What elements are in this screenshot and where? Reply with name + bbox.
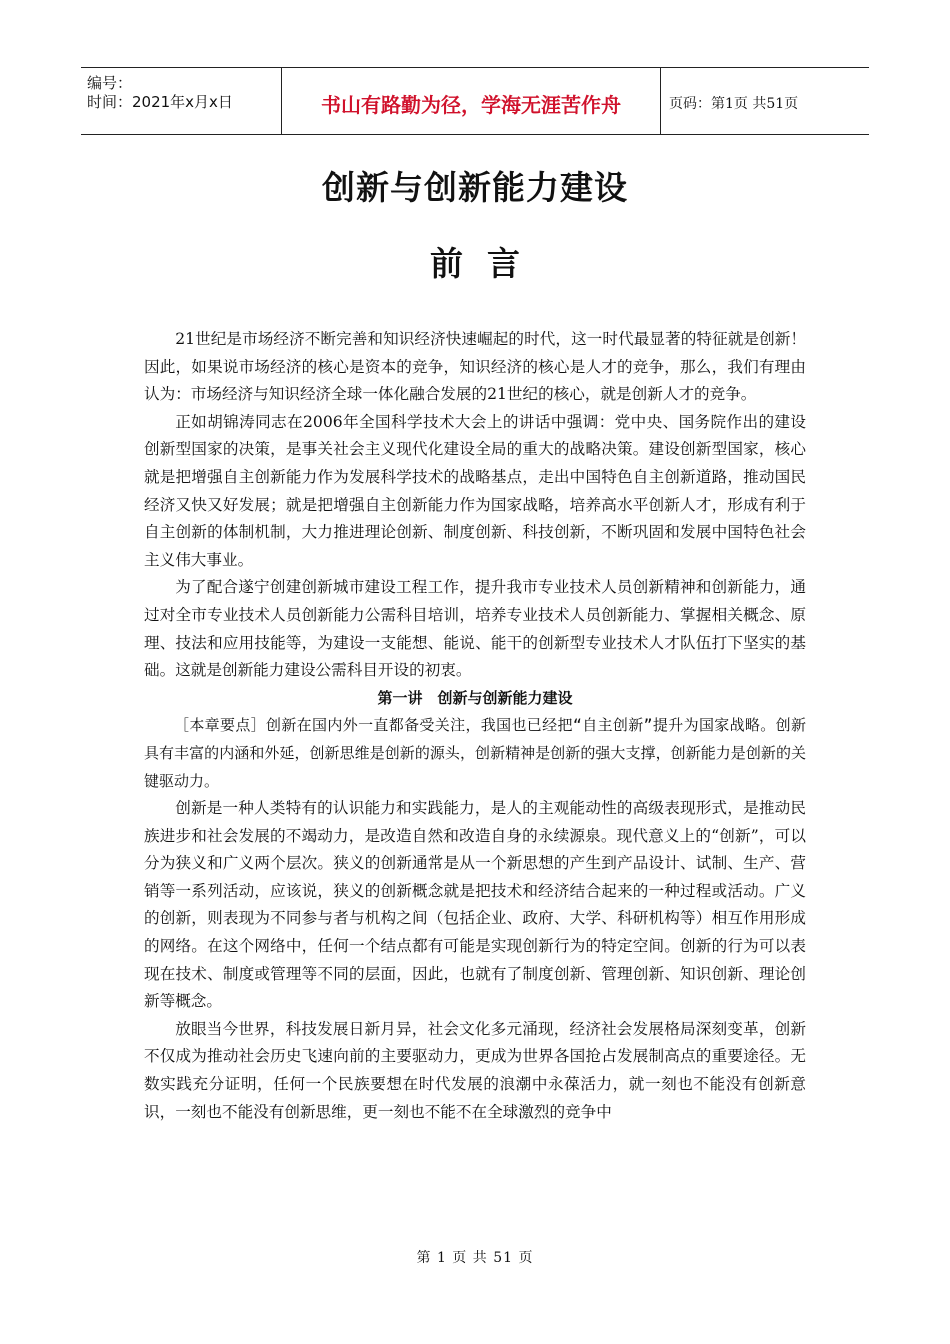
preface-paragraph: 正如胡锦涛同志在2006年全国科学技术大会上的讲话中强调：党中央、国务院作出的建设创新型国家的决策，是事关社会主义现代化建设全局的重大的战略决策。建设创新型国家，核心就是把增强自主创新能力作为发展科学技术的战略基点，走出中国特色自主创新道路，推动国民经济又快又好发展；就是把增强自主创新能力作为国家战略，培养高水平创新人才，形成有利于自主创新的体制机制，大力推进理论创新、制度创新、科技创新，不断巩固和发展中国特色社会主义伟大事业。 bbox=[144, 412, 806, 569]
chapter-paragraph: 放眼当今世界，科技发展日新月异，社会文化多元涌现，经济社会发展格局深刻变革，创新不仅成为推动社会历史飞速向前的主要驱动力，更成为世界各国抢占发展制高点的重要途径。无数实践充分证明，任何一个民族要想在时代发展的浪潮中永葆活力，就一刻也不能没有创新意识，一刻也不能没有创新思维，更一刻也不能不在全球激烈的竞争中 bbox=[144, 1019, 806, 1121]
preface-title: 前言 bbox=[430, 244, 544, 283]
document-number-label: 编号： bbox=[87, 74, 133, 92]
page-footer: 第 1 页 共 51 页 bbox=[416, 1250, 534, 1266]
header-motto: 书山有路勤为径，学海无涯苦作舟 bbox=[282, 68, 661, 134]
page-header bbox=[81, 67, 869, 135]
chapter-paragraph: 创新是一种人类特有的认识能力和实践能力，是人的主观能动性的高级表现形式，是推动民族进步和社会发展的不竭动力，是改造自然和改造自身的永续源泉。现代意义上的“创新”，可以分为狭义和广义两个层次。狭义的创新通常是从一个新思想的产生到产品设计、试制、生产、营销等一系列活动，应该说，狭义的创新概念就是把技术和经济结合起来的一种过程或活动。广义的创新，则表现为不同参与者与机构之间（包括企业、政府、大学、科研机构等）相互作用形成的网络。在这个网络中，任何一个结点都有可能是实现创新行为的特定空间。创新的行为可以表现在技术、制度或管理等不同的层面，因此，也就有了制度创新、管理创新、知识创新、理论创新等概念。 bbox=[144, 799, 806, 1011]
preface-paragraph: 为了配合遂宁创建创新城市建设工程工作，提升我市专业技术人员创新精神和创新能力，通过对全市专业技术人员创新能力公需科目培训，培养专业技术人员创新能力、掌握相关概念、原理、技法和应用技能等，为建设一支能想、能说、能干的创新型专业技术人才队伍打下坚实的基础。这就是创新能力建设公需科目开设的初衷。 bbox=[144, 578, 806, 680]
header-page-info: 页码：第1页 共51页 bbox=[669, 95, 799, 112]
preface-paragraph: 21世纪是市场经济不断完善和知识经济快速崛起的时代，这一时代最显著的特征就是创新！因此，如果说市场经济的核心是资本的竞争，知识经济的核心是人才的竞争，那么，我们有理由认为：市场经济与知识经济全球一体化融合发展的21世纪的核心，就是创新人才的竞争。 bbox=[144, 330, 806, 404]
header-meta-cell bbox=[81, 68, 282, 134]
document-date-label: 时间：2021年x月x日 bbox=[87, 93, 233, 111]
chapter-key-points: ［本章要点］创新在国内外一直都备受关注，我国也已经把“自主创新”提升为国家战略。创新具有丰富的内涵和外延，创新思维是创新的源头，创新精神是创新的强大支撑，创新能力是创新的关键驱动力。 bbox=[144, 716, 806, 790]
lecture-heading: 第一讲 创新与创新能力建设 bbox=[377, 688, 573, 707]
document-title: 创新与创新能力建设 bbox=[322, 168, 628, 207]
document-body bbox=[144, 326, 806, 1126]
